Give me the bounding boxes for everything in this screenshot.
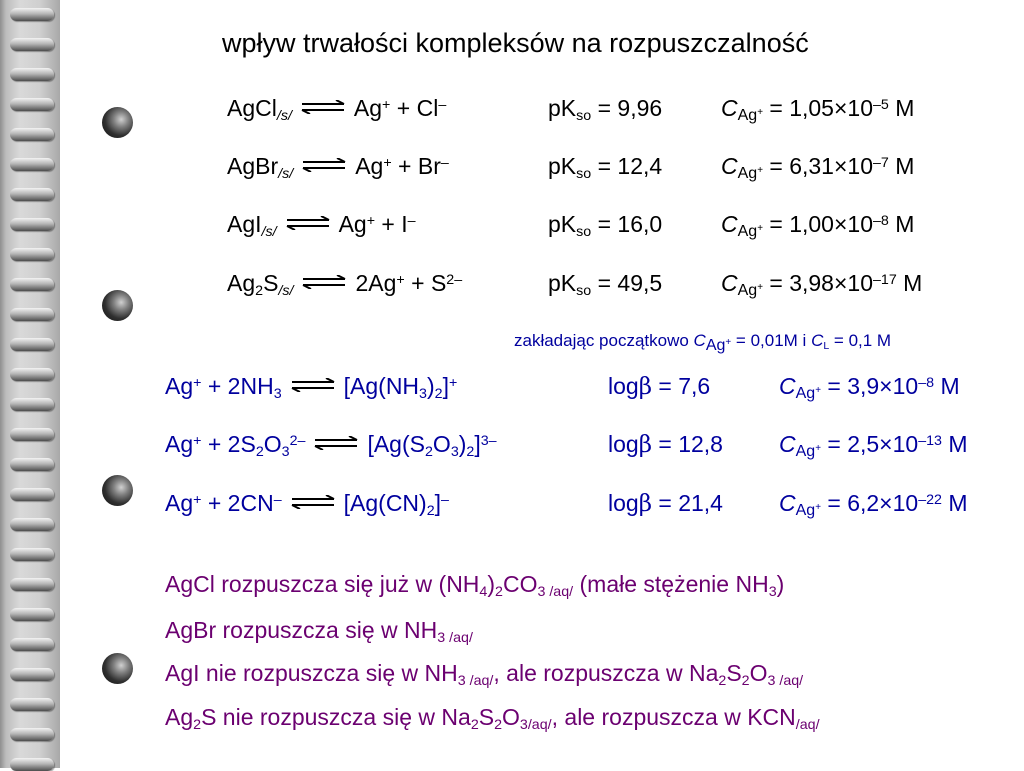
- equilibrium-arrow-icon: [290, 495, 336, 509]
- equilibrium-arrow-icon: [301, 158, 347, 172]
- equilibrium-arrow-icon: [313, 436, 359, 450]
- spiral-ring: [10, 668, 54, 681]
- solubility-equation-agi: AgI$_{/s/}$ Ag+ + I–: [227, 211, 416, 240]
- spiral-ring: [10, 68, 54, 81]
- slide-title: wpływ trwałości kompleksów na rozpuszczalność: [222, 28, 809, 58]
- equilibrium-arrow-icon: [290, 378, 336, 392]
- concentration-cyanide: $C_{Ag^+} = 6,2\times 10^{-22}$ M: [779, 490, 968, 520]
- equilibrium-arrow-icon: [285, 216, 331, 230]
- complex-equation-nh3: $Ag^+ + 2NH_3$ $[Ag(NH_3)_2]^+$: [165, 373, 458, 402]
- spiral-binding: [0, 0, 60, 768]
- conclusion-agi: AgI nie rozpuszcza się w $NH_{3 /aq/}$, ale rozpuszcza w $Na_2S_2O_{3 /aq/}$: [165, 660, 804, 689]
- spiral-ring: [10, 188, 54, 201]
- spiral-ring: [10, 458, 54, 471]
- complex-equation-cyanide: Ag+ + 2CN– $[Ag(CN)_2]^-$: [165, 490, 449, 519]
- spiral-ring: [10, 758, 54, 771]
- conclusion-agbr: AgBr rozpuszcza się w $NH_{3 /aq/}$: [165, 617, 473, 646]
- binder-hole-icon: [102, 653, 133, 684]
- spiral-ring: [10, 38, 54, 51]
- spiral-ring: [10, 698, 54, 711]
- spiral-ring: [10, 278, 54, 291]
- binder-hole-icon: [102, 107, 133, 138]
- logbeta-nh3: logβ = 7,6: [608, 373, 711, 400]
- complex-equation-thiosulfate: $Ag^+ + 2S_2O_3^{2-}$ $[Ag(S_2O_3)_2]^{3-}$: [165, 431, 497, 460]
- spiral-ring: [10, 128, 54, 141]
- concentration-agi: $C_{Ag^+} = 1,00\times 10^{-8}$ M: [721, 211, 915, 241]
- solubility-equation-agcl: AgCl$_{/s/}$ Ag+ + Cl–: [227, 95, 447, 124]
- equilibrium-arrow-icon: [301, 275, 347, 289]
- logbeta-cyanide: logβ = 21,4: [608, 490, 723, 517]
- spiral-ring: [10, 368, 54, 381]
- equilibrium-arrow-icon: [300, 100, 346, 114]
- spiral-ring: [10, 428, 54, 441]
- spiral-ring: [10, 728, 54, 741]
- spiral-ring: [10, 608, 54, 621]
- pkso-agi: $pK_{so} = 16,0$: [548, 211, 663, 240]
- solubility-equation-ag2s: $Ag_2S_{/s/}$ $2Ag^+ + S^{2-}$: [227, 270, 463, 299]
- spiral-ring: [10, 308, 54, 321]
- spiral-ring: [10, 488, 54, 501]
- spiral-ring: [10, 638, 54, 651]
- spiral-ring: [10, 158, 54, 171]
- pkso-agcl: $pK_{so} = 9,96$: [548, 95, 663, 124]
- spiral-ring: [10, 248, 54, 261]
- assumption-note: zakładając początkowo $C_{Ag^+} = 0,01M$ i $C_L = 0,1$ M: [514, 331, 892, 355]
- logbeta-thiosulfate: logβ = 12,8: [608, 431, 723, 458]
- spiral-ring: [10, 338, 54, 351]
- spiral-ring: [10, 518, 54, 531]
- concentration-nh3: $C_{Ag^+} = 3,9\times 10^{-8}$ M: [779, 373, 960, 403]
- spiral-ring: [10, 578, 54, 591]
- conclusion-agcl: AgCl rozpuszcza się już w $(NH_4)_2CO_{3 /aq/}$ (małe stężenie $NH_3$): [165, 571, 785, 600]
- conclusion-ag2s: $Ag_2S$ nie rozpuszcza się w $Na_2S_2O_{3/aq/}$, ale rozpuszcza w $KCN_{/aq/}$: [165, 704, 820, 733]
- concentration-thiosulfate: $C_{Ag^+} = 2,5\times 10^{-13}$ M: [779, 431, 968, 461]
- spiral-ring: [10, 398, 54, 411]
- spiral-ring: [10, 218, 54, 231]
- concentration-agbr: $C_{Ag^+} = 6,31\times 10^{-7}$ M: [721, 153, 915, 183]
- spiral-ring: [10, 98, 54, 111]
- pkso-ag2s: $pK_{so} = 49,5$: [548, 270, 663, 299]
- binder-hole-icon: [102, 290, 133, 321]
- spiral-ring: [10, 8, 54, 21]
- concentration-ag2s: $C_{Ag^+} = 3,98\times 10^{-17}$ M: [721, 270, 923, 300]
- spiral-ring: [10, 548, 54, 561]
- concentration-agcl: $C_{Ag^+} = 1,05\times 10^{-5}$ M: [721, 95, 915, 125]
- pkso-agbr: $pK_{so} = 12,4$: [548, 153, 663, 182]
- binder-hole-icon: [102, 475, 133, 506]
- solubility-equation-agbr: AgBr$_{/s/}$ Ag+ + Br–: [227, 153, 449, 182]
